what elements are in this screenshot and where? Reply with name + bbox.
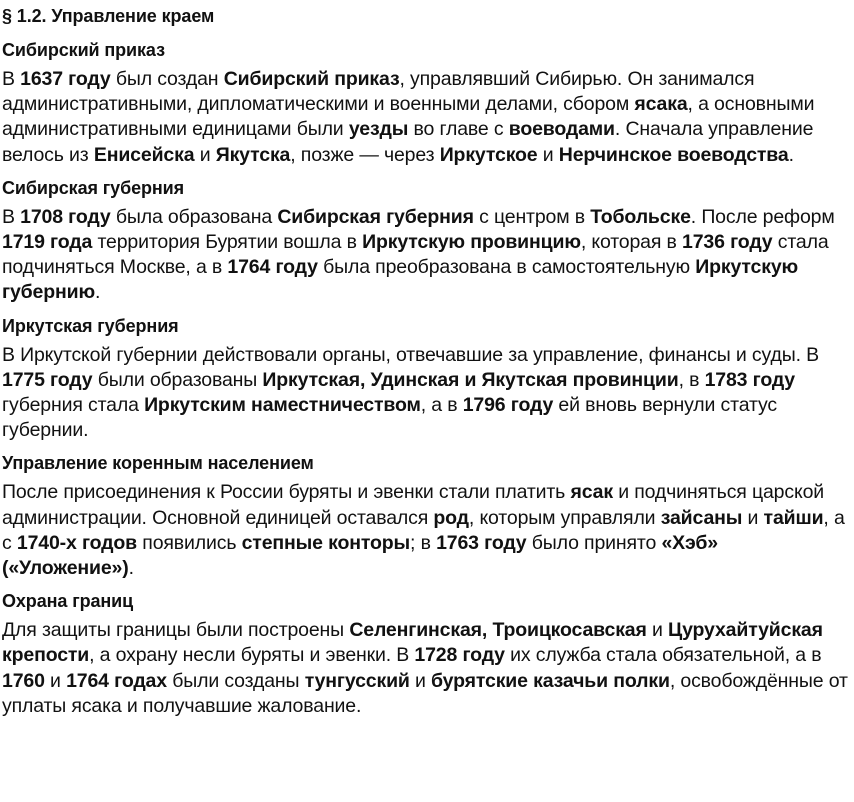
text-run: была образована xyxy=(110,205,278,228)
bold-term: ясака xyxy=(634,93,688,116)
text-run: , а в xyxy=(420,394,463,417)
bold-term: 1764 годах xyxy=(66,669,167,692)
bold-term: Сибирский приказ xyxy=(223,68,400,90)
bold-term: 1760 xyxy=(2,669,45,692)
text-run: , которая в xyxy=(580,231,683,254)
text-run: После присоединения к России буряты и эвенки стали платить xyxy=(2,481,571,504)
text-run: . xyxy=(95,281,101,304)
section-heading: Управление коренным населением xyxy=(2,453,314,474)
bold-term: 1736 году xyxy=(682,231,773,254)
bold-term: Иркутским наместничеством xyxy=(144,394,421,417)
text-run: , которым управляли xyxy=(468,506,661,529)
text-run: . xyxy=(788,143,794,166)
bold-term: 1763 году xyxy=(436,531,527,554)
section-irkutsk-governorate xyxy=(2,313,848,444)
section-heading: Охрана границ xyxy=(2,591,134,612)
text-run: и xyxy=(44,669,67,692)
text-run: , а с xyxy=(2,506,845,554)
section-heading: Сибирская губерния xyxy=(2,177,185,198)
bold-term: Иркутскую губернию xyxy=(2,256,799,304)
page-title: § 1.2. Управление краем xyxy=(2,6,215,26)
text-run: , управлявший Сибирью. Он занимался административными, дипломатическими и военными делами, сбором xyxy=(2,68,755,116)
bold-term: Иркутская, Удинская и Якутская провинции xyxy=(262,368,679,391)
bold-term: 1719 года xyxy=(2,231,93,254)
section-border-protection xyxy=(2,588,848,719)
bold-term: Селенгинская, Троицкосавская xyxy=(349,619,647,642)
section-paragraph xyxy=(2,343,848,444)
bold-term: Тобольске xyxy=(590,205,691,228)
text-run: стала подчиняться Москве, а в xyxy=(2,231,829,279)
text-run: во главе с xyxy=(408,118,509,141)
bold-term: «Хэб» («Уложение») xyxy=(2,531,718,580)
bold-term: Якутска xyxy=(215,143,291,166)
bold-term: 1764 году xyxy=(227,256,318,279)
bold-term: Иркутскую провинцию xyxy=(362,231,581,254)
text-run: . Сначала управление велось из xyxy=(2,118,814,166)
section-heading: Иркутская губерния xyxy=(2,315,179,336)
text-run: Для защиты границы были построены xyxy=(2,619,350,642)
bold-term: воеводами xyxy=(508,118,615,141)
bold-term: степные конторы xyxy=(241,531,411,554)
text-run: , позже — через xyxy=(290,143,440,166)
text-run: были образованы xyxy=(92,368,263,391)
bold-term: Цурухайтуйская крепости xyxy=(2,619,823,667)
text-run: губерния стала xyxy=(2,394,145,417)
text-run: их служба стала обязательной, а в xyxy=(504,644,822,667)
text-run: , а охрану несли буряты и эвенки. В xyxy=(89,644,415,667)
text-run: была преобразована в самостоятельную xyxy=(317,256,696,279)
text-run: В Иркутской губернии действовали органы, отвечавшие за управление, финансы и суды. В xyxy=(2,343,819,366)
section-siberian-governorate xyxy=(2,175,848,306)
bold-term: Нерчинское воеводства xyxy=(558,143,789,166)
text-run: и xyxy=(742,506,764,529)
text-run: . После реформ xyxy=(690,205,835,228)
bold-term: ясак xyxy=(570,481,613,504)
bold-term: 1728 году xyxy=(414,644,505,667)
text-run: и xyxy=(646,619,669,642)
bold-term: уезды xyxy=(348,118,409,141)
text-run: появились xyxy=(137,531,242,554)
bold-term: зайсаны xyxy=(660,506,743,529)
text-run: были созданы xyxy=(166,669,305,692)
document xyxy=(0,2,854,719)
bold-term: Иркутское xyxy=(439,143,538,166)
text-run: ей вновь вернули статус губернии. xyxy=(2,394,777,442)
text-run: и xyxy=(537,143,559,166)
text-run: , в xyxy=(678,368,705,391)
bold-term: 1796 году xyxy=(462,394,554,417)
text-run: , освобождённые от уплаты ясака и получавшие жалование. xyxy=(2,669,848,717)
text-run: , а основными административными единицами были xyxy=(2,93,815,141)
text-run: территория Бурятии вошла в xyxy=(92,231,363,254)
text-run: . xyxy=(128,557,134,580)
text-run: было принято xyxy=(526,531,662,554)
bold-term: Сибирская губерния xyxy=(277,205,474,228)
bold-term: 1637 году xyxy=(20,68,111,90)
bold-term: род xyxy=(433,506,469,529)
section-paragraph xyxy=(2,480,848,581)
bold-term: Енисейска xyxy=(93,143,195,166)
bold-term: 1708 году xyxy=(20,205,111,228)
section-paragraph xyxy=(2,205,848,306)
text-run: и подчиняться царской администрации. Основной единицей оставался xyxy=(2,481,825,529)
section-siberian-prikaz xyxy=(2,37,848,168)
bold-term: 1740-х годов xyxy=(16,531,138,554)
section-paragraph xyxy=(2,618,848,719)
text-run: ; в xyxy=(410,531,437,554)
bold-term: тайши xyxy=(763,506,824,529)
section-indigenous-administration xyxy=(2,450,848,581)
bold-term: тунгусский xyxy=(304,669,410,692)
text-run: с центром в xyxy=(473,205,591,228)
text-run: В xyxy=(2,68,21,90)
text-run: и xyxy=(409,669,432,692)
bold-term: бурятские казачьи полки xyxy=(431,669,670,692)
section-heading: Сибирский приказ xyxy=(2,40,165,60)
text-run: был создан xyxy=(110,68,224,90)
text-run: и xyxy=(194,143,216,166)
bold-term: 1783 году xyxy=(704,368,796,391)
bold-term: 1775 году xyxy=(2,368,93,391)
text-run: В xyxy=(2,205,21,228)
section-paragraph xyxy=(2,67,848,168)
